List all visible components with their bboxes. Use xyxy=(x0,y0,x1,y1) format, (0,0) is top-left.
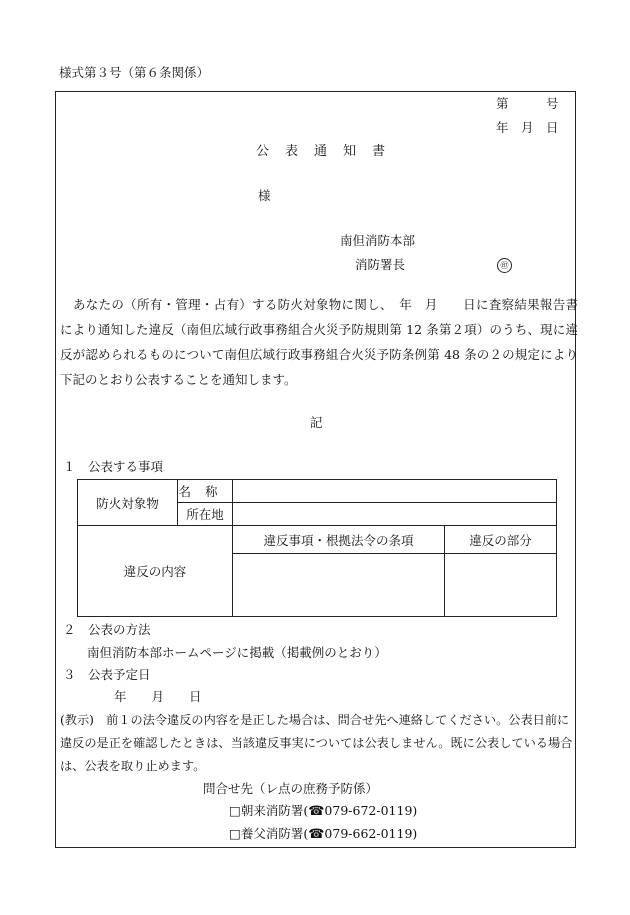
form-label: 様式第３号（第６条関係） xyxy=(59,65,210,80)
seal-mark xyxy=(497,258,512,273)
object-label: 防火対象物 xyxy=(78,480,178,526)
section3-date: 年 月 日 xyxy=(114,689,202,704)
phone-icon: ☎ xyxy=(308,804,325,819)
date-label: 年 月 日 xyxy=(496,120,559,135)
address-label: 所在地 xyxy=(178,503,233,526)
phone-icon: ☎ xyxy=(308,827,325,842)
section3-heading: ３ 公表予定日 xyxy=(63,667,151,682)
station-phone: 079-662-0119 xyxy=(324,826,413,841)
address-field xyxy=(233,503,557,526)
violation-part-cell xyxy=(445,554,557,617)
name-field xyxy=(233,480,557,503)
notice-paragraph: あなたの（所有・管理・占有）する防火対象物に関し、 年 月 日に査察結果報告書により通知した違反（南但広域行政事務組合火災予防規則第 12 条第２項）のうち、現に違反が認められるものについて南但広域行政事務組合火災予防条例第 48 条の２の規定により下記のとおり公表することを通知します。 xyxy=(60,297,578,387)
contact-item-yabu: □養父消防署(☎079-662-0119) xyxy=(229,826,418,842)
checkbox-icon[interactable]: □ xyxy=(229,803,241,818)
checkbox-icon[interactable]: □ xyxy=(229,826,241,841)
contact-item-asago: □朝来消防署(☎079-672-0119) xyxy=(229,803,418,819)
col-violation-part: 違反の部分 xyxy=(445,526,557,554)
seal-icon: ㊞ xyxy=(497,258,512,273)
station-name: 養父消防署 xyxy=(240,826,304,841)
contact-heading: 問合せ先（レ点の庶務予防係） xyxy=(203,781,379,796)
violation-label: 違反の内容 xyxy=(78,526,233,617)
section2-heading: ２ 公表の方法 xyxy=(63,622,151,637)
section1-heading: １ 公表する事項 xyxy=(63,459,164,474)
notice-line-1: (教示) 前１の法令違反の内容を是正した場合は、問合せ先へ連絡してください。公表日前に xyxy=(60,713,570,727)
notice-line-2: 違反の是正を確認したときは、当該違反事実については公表しません。既に公表している場合 xyxy=(60,736,573,750)
station-name: 朝来消防署 xyxy=(240,803,304,818)
issuer-org: 南但消防本部 xyxy=(340,233,416,248)
issuer-title: 消防署長 xyxy=(355,257,406,272)
number-label: 第 号 xyxy=(496,96,559,111)
station-phone: 079-672-0119 xyxy=(324,803,413,818)
addressee-suffix: 様 xyxy=(258,188,271,203)
violation-table xyxy=(77,479,557,617)
document-title: 公表通知書 xyxy=(256,144,402,159)
section2-text: 南但消防本部ホームページに掲載（掲載例のとおり） xyxy=(87,645,387,660)
ki-mark: 記 xyxy=(310,415,323,430)
col-violation-items: 違反事項・根拠法令の条項 xyxy=(233,526,445,554)
violation-items-cell xyxy=(233,554,445,617)
name-label: 名称 xyxy=(178,480,233,503)
notice-line-3: は、公表を取り止めます。 xyxy=(60,759,206,773)
